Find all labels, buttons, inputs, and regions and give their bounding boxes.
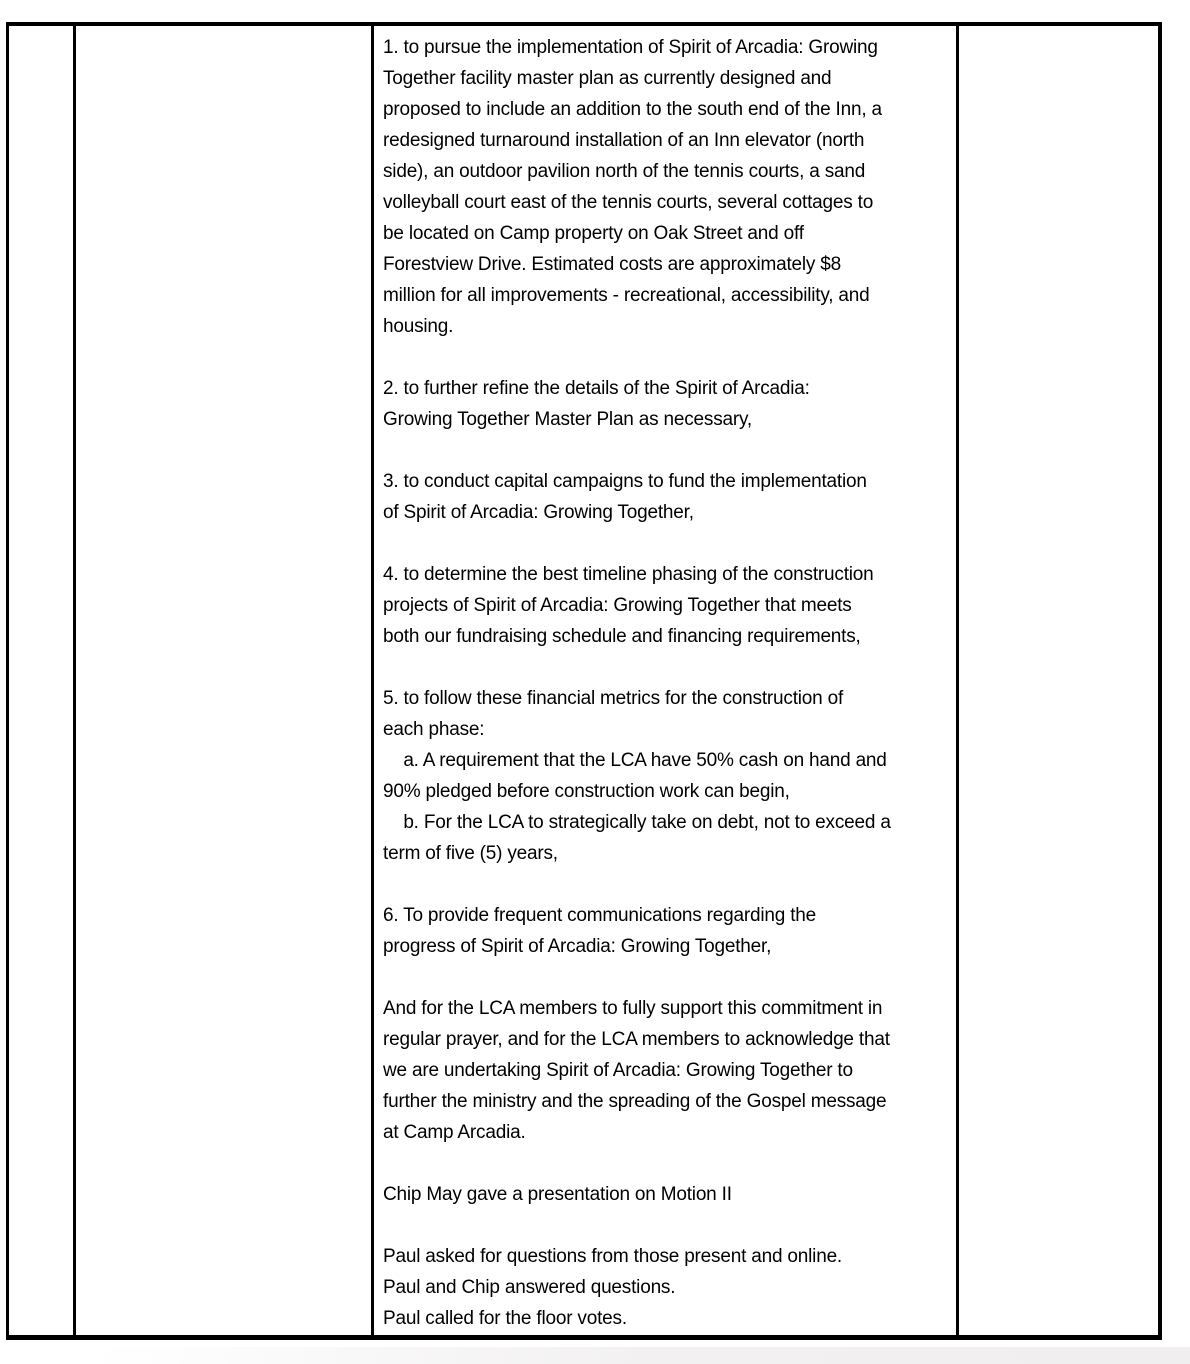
text-line: 6. To provide frequent communications regarding the [383, 905, 817, 926]
paragraph [383, 1179, 950, 1210]
paragraph [383, 559, 950, 652]
text-line: of Spirit of Arcadia: Growing Together, [383, 502, 694, 523]
paragraph [383, 900, 950, 962]
text-line: redesigned turnaround installation of an Inn elevator (north [383, 130, 865, 151]
text-line: Chip May gave a presentation on Motion II [383, 1184, 732, 1205]
paragraph [383, 373, 950, 435]
row-number-cell[interactable] [9, 26, 76, 1335]
text-line: 90% pledged before construction work can begin, [383, 781, 790, 802]
text-line: we are undertaking Spirit of Arcadia: Growing Together to [383, 1060, 853, 1081]
text-line: 2. to further refine the details of the Spirit of Arcadia: [383, 378, 810, 399]
text-line: proposed to include an addition to the south end of the Inn, a [383, 99, 882, 120]
text-line: Together facility master plan as currently designed and [383, 68, 832, 89]
agenda-topic-cell[interactable] [76, 26, 374, 1335]
text-line: further the ministry and the spreading of the Gospel message [383, 1091, 887, 1112]
text-line: side), an outdoor pavilion north of the tennis courts, a sand [383, 161, 866, 182]
text-line: Paul called for the floor votes. [383, 1308, 627, 1329]
text-line: progress of Spirit of Arcadia: Growing Together, [383, 936, 772, 957]
text-line: term of five (5) years, [383, 843, 558, 864]
paragraph [383, 466, 950, 528]
text-line: 5. to follow these financial metrics for the construction of [383, 688, 844, 709]
text-line: 4. to determine the best timeline phasing of the construction [383, 564, 874, 585]
text-line: Growing Together Master Plan as necessary, [383, 409, 752, 430]
text-line: million for all improvements - recreational, accessibility, and [383, 285, 870, 306]
text-line: projects of Spirit of Arcadia: Growing Together that meets [383, 595, 852, 616]
text-line: at Camp Arcadia. [383, 1122, 526, 1143]
text-line: regular prayer, and for the LCA members to acknowledge that [383, 1029, 890, 1050]
text-line: b. For the LCA to strategically take on debt, not to exceed a [383, 812, 891, 833]
text-line: Paul asked for questions from those present and online. [383, 1246, 843, 1267]
paragraph [383, 1241, 950, 1334]
text-line: 3. to conduct capital campaigns to fund the implementation [383, 471, 867, 492]
text-line: housing. [383, 316, 454, 337]
text-line: And for the LCA members to fully support this commitment in [383, 998, 883, 1019]
text-line: Paul and Chip answered questions. [383, 1277, 676, 1298]
minutes-table [6, 22, 1162, 1340]
text-line: 1. to pursue the implementation of Spirit of Arcadia: Growing [383, 37, 878, 58]
action-cell[interactable] [959, 26, 1158, 1335]
text-line: each phase: [383, 719, 485, 740]
paragraph [383, 32, 950, 342]
motion-content-cell[interactable] [374, 26, 959, 1335]
paragraph [383, 683, 950, 869]
text-line: volleyball court east of the tennis courts, several cottages to [383, 192, 874, 213]
page-edge-shadow [0, 1347, 1190, 1364]
text-line: a. A requirement that the LCA have 50% cash on hand and [383, 750, 887, 771]
text-line: both our fundraising schedule and financing requirements, [383, 626, 861, 647]
paragraph [383, 993, 950, 1148]
text-line: Forestview Drive. Estimated costs are approximately $8 [383, 254, 842, 275]
text-line: be located on Camp property on Oak Street and off [383, 223, 804, 244]
